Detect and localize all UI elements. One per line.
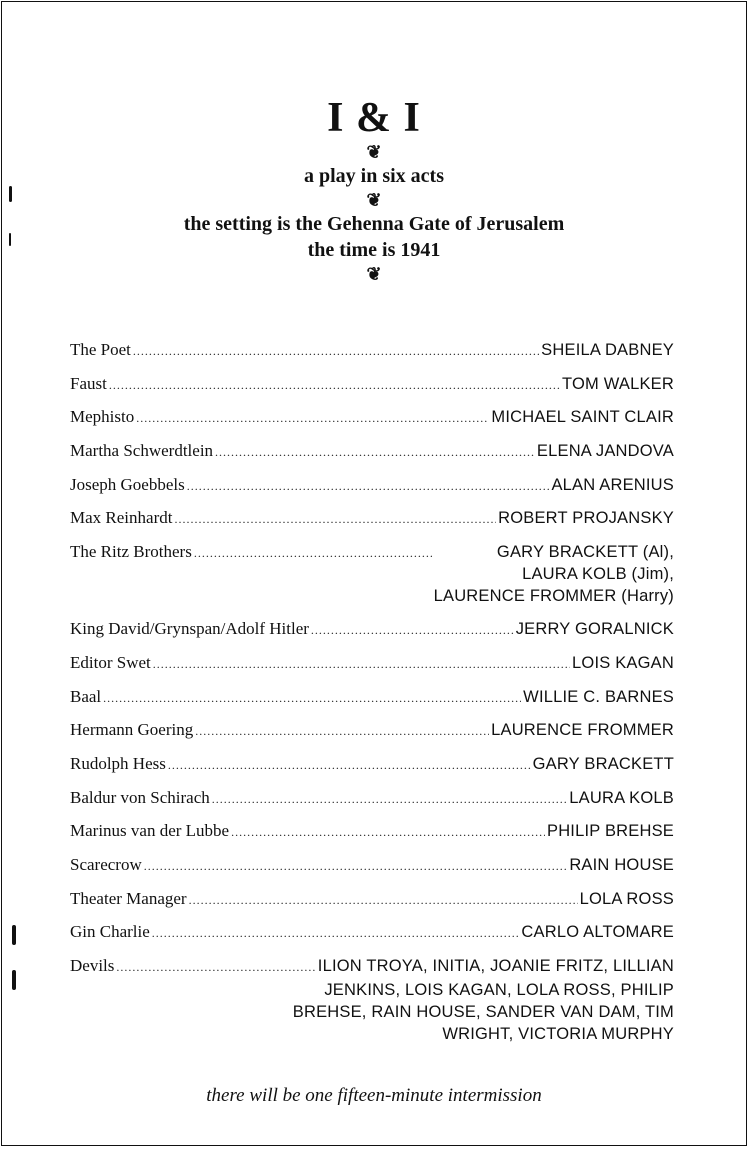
- role-name: Faust: [70, 373, 107, 393]
- actor-name: LAURENCE FROMMER: [491, 721, 674, 740]
- cast-list: [70, 338, 674, 1045]
- scan-mark: [9, 186, 12, 202]
- dot-leader: [103, 685, 521, 710]
- role-name: Max Reinhardt: [70, 508, 173, 528]
- role-name: The Poet: [70, 340, 131, 359]
- program-header: [2, 95, 746, 285]
- cast-row: [70, 439, 674, 473]
- role-name: Joseph Goebbels: [70, 474, 185, 494]
- play-subtitle: a play in six acts: [303, 165, 445, 187]
- actor-group: [434, 541, 674, 607]
- actor-name: PHILIP BREHSE: [546, 822, 674, 841]
- dot-leader: [215, 439, 535, 464]
- dot-leader: [133, 338, 539, 363]
- dot-leader: [116, 954, 315, 979]
- scan-mark: [12, 925, 16, 945]
- cast-row: [70, 752, 674, 786]
- actor-name: ILION TROYA, INITIA, JOANIE FRITZ, LILLIAN: [317, 957, 674, 975]
- actor-name: RAIN HOUSE: [569, 855, 674, 874]
- cast-row: [70, 887, 674, 921]
- actor-name: CARLO ALTOMARE: [521, 923, 674, 942]
- actor-name: LAURA KOLB: [569, 788, 674, 807]
- actor-name: GARY BRACKETT (Al),: [496, 543, 674, 562]
- dot-leader: [168, 752, 531, 777]
- cast-row: [70, 651, 674, 685]
- actor-name: ROBERT PROJANSKY: [498, 509, 674, 528]
- dot-leader: [311, 617, 514, 642]
- role-name: Martha Schwerdtlein: [70, 441, 214, 461]
- actor-name: ALAN ARENIUS: [551, 475, 674, 494]
- actor-name-continued: JENKINS, LOIS KAGAN, LOLA ROSS, PHILIP: [324, 981, 674, 999]
- play-title: I & I: [327, 95, 421, 141]
- cast-row: [70, 372, 674, 406]
- actor-name: LOLA ROSS: [579, 889, 674, 908]
- dot-leader: [189, 887, 578, 912]
- dot-leader: [195, 718, 489, 743]
- role-name: Rudolph Hess: [70, 753, 166, 773]
- role-name: Devils: [70, 956, 115, 975]
- cast-row: [70, 338, 674, 372]
- cast-row: [70, 853, 674, 887]
- actor-name-continued: WRIGHT, VICTORIA MURPHY: [442, 1025, 674, 1043]
- role-name: Editor Swet: [70, 652, 151, 672]
- scan-mark: [12, 970, 16, 990]
- role-name: Hermann Goering: [70, 720, 194, 740]
- intermission-note: there will be one fifteen-minute intermission: [206, 1085, 542, 1106]
- dot-leader: [231, 819, 545, 844]
- program-page: [1, 1, 747, 1146]
- actor-name: LOIS KAGAN: [572, 653, 674, 672]
- actor-name: LAURA KOLB (Jim),: [522, 565, 674, 584]
- role-name: The Ritz Brothers: [70, 542, 192, 562]
- ornament-icon: ❦: [366, 264, 382, 284]
- role-name: Baal: [70, 686, 102, 706]
- play-setting: the setting is the Gehenna Gate of Jerusalem: [183, 213, 565, 235]
- dot-leader: [194, 540, 432, 565]
- cast-row: [70, 617, 674, 651]
- dot-leader: [153, 651, 570, 676]
- actor-name-continued: BREHSE, RAIN HOUSE, SANDER VAN DAM, TIM: [292, 1003, 674, 1021]
- dot-leader: [109, 372, 560, 397]
- play-time: the time is 1941: [307, 239, 441, 261]
- cast-row: [70, 685, 674, 719]
- cast-row: [70, 473, 674, 507]
- role-name: Theater Manager: [70, 888, 187, 908]
- scan-mark: [9, 233, 11, 246]
- cast-row: [70, 920, 674, 954]
- actor-name: MICHAEL SAINT CLAIR: [491, 408, 674, 427]
- cast-row: [70, 819, 674, 853]
- cast-row: [70, 405, 674, 439]
- cast-row: [70, 954, 674, 979]
- cast-row: [70, 786, 674, 820]
- ornament-icon: ❦: [366, 142, 382, 162]
- dot-leader: [136, 405, 489, 430]
- actor-name: LAURENCE FROMMER (Harry): [433, 587, 674, 606]
- actor-name: WILLIE C. BARNES: [523, 687, 674, 706]
- ornament-icon: ❦: [366, 190, 382, 210]
- dot-leader: [174, 506, 496, 531]
- role-name: King David/Grynspan/Adolf Hitler: [70, 619, 309, 639]
- actor-name: SHEILA DABNEY: [541, 341, 674, 359]
- dot-leader: [144, 853, 568, 878]
- cast-row: [70, 506, 674, 540]
- actor-name: GARY BRACKETT: [532, 754, 674, 773]
- dot-leader: [152, 920, 520, 945]
- role-name: Mephisto: [70, 407, 135, 427]
- role-name: Baldur von Schirach: [70, 787, 210, 807]
- dot-leader: [212, 786, 568, 811]
- cast-row: [70, 718, 674, 752]
- cast-row: [70, 540, 674, 607]
- actor-name: TOM WALKER: [561, 374, 674, 393]
- dot-leader: [187, 473, 550, 498]
- role-name: Gin Charlie: [70, 922, 150, 942]
- actor-name: ELENA JANDOVA: [536, 442, 674, 461]
- role-name: Marinus van der Lubbe: [70, 821, 230, 841]
- role-name: Scarecrow: [70, 854, 142, 874]
- actor-name: JERRY GORALNICK: [515, 620, 674, 639]
